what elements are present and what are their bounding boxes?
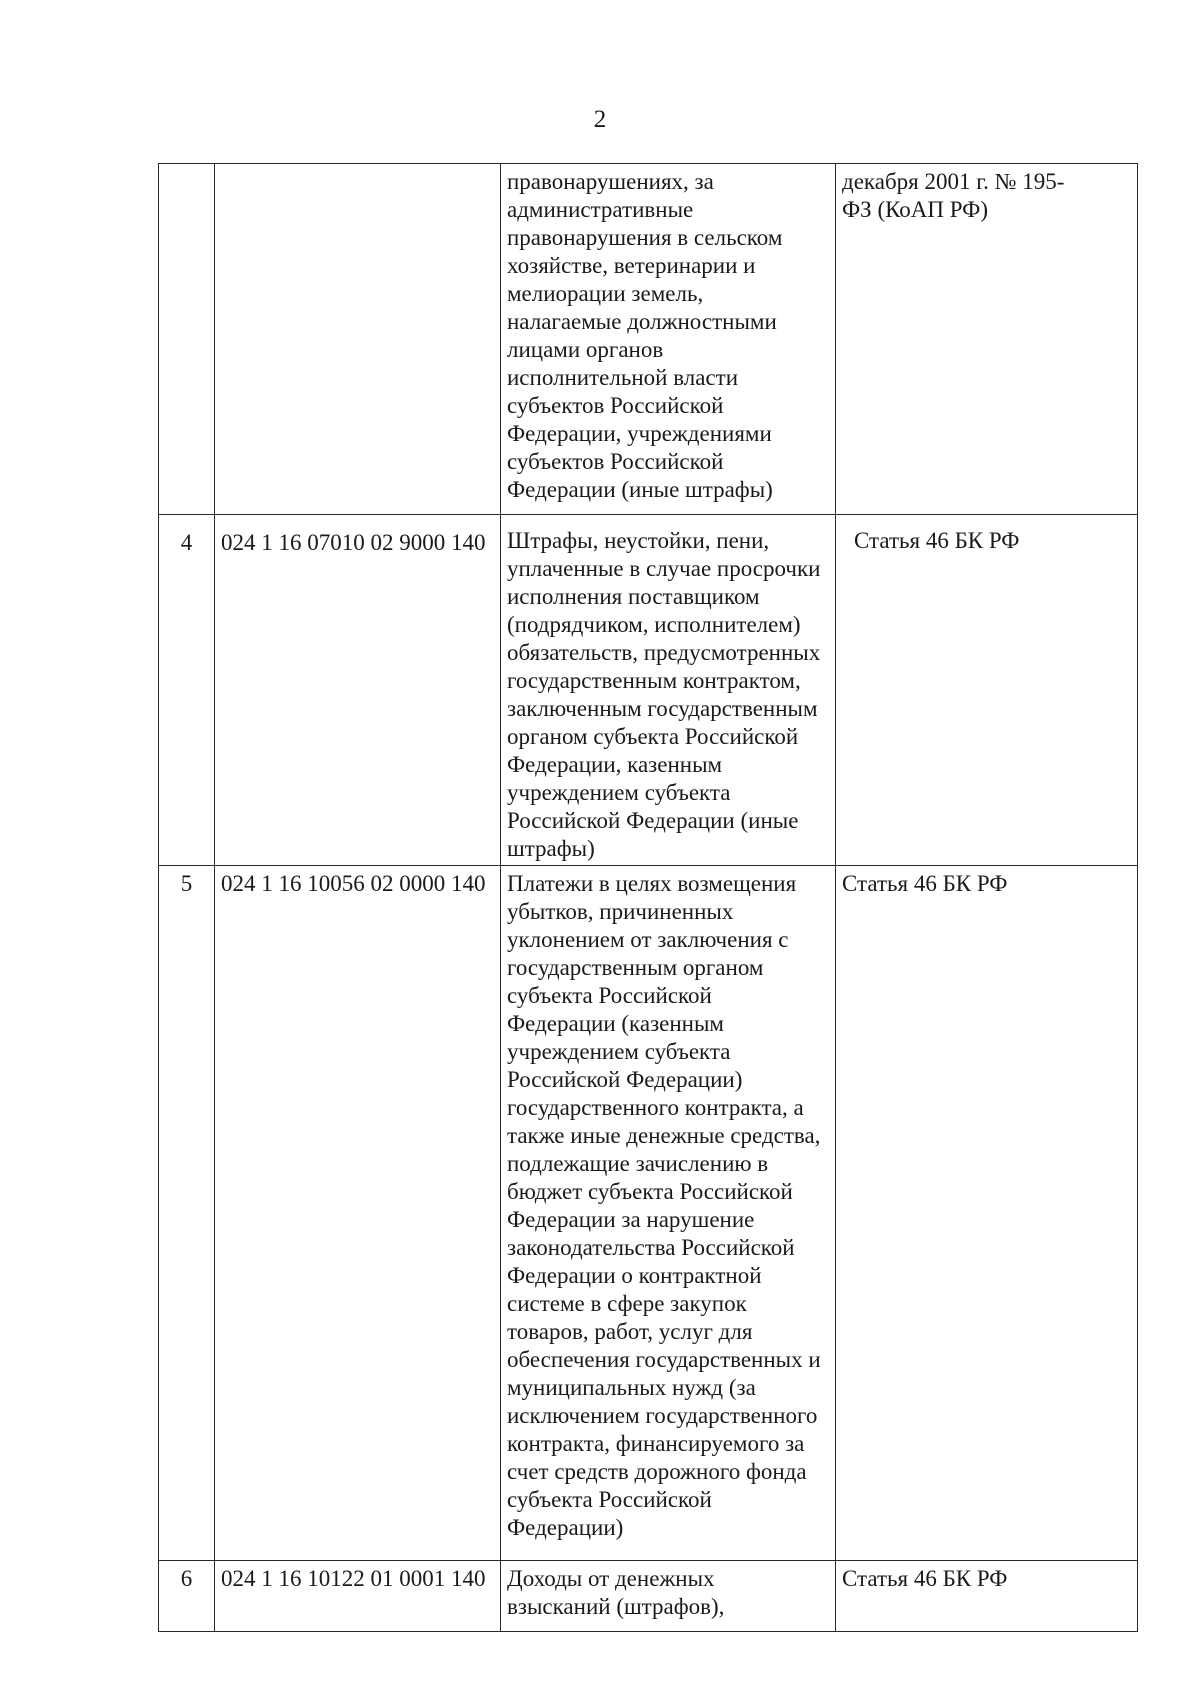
legal-reference-cell	[836, 866, 1138, 1561]
description-line: Федерации (иные штрафы)	[507, 477, 773, 502]
budget-code-cell: 024 1 16 07010 02 9000 140	[215, 515, 501, 866]
description-cell	[501, 164, 836, 515]
description-line: Российской Федерации (иные	[507, 808, 799, 833]
description-line: учреждением субъекта	[507, 1039, 731, 1064]
budget-codes-table	[158, 163, 1138, 1632]
description-line: заключенным государственным	[507, 696, 818, 721]
description-line: уплаченные в случае просрочки	[507, 556, 821, 581]
description-line: субъекта Российской	[507, 983, 712, 1008]
description-line: Российской Федерации)	[507, 1067, 743, 1092]
description-line: исполнения поставщиком	[507, 584, 760, 609]
row-number-cell: 5	[159, 866, 215, 1561]
table-row	[159, 866, 1138, 1561]
description-line: правонарушения в сельском	[507, 225, 783, 250]
legal-reference-cell	[836, 164, 1138, 515]
description-line: учреждением субъекта	[507, 780, 731, 805]
description-line: товаров, работ, услуг для	[507, 1319, 753, 1344]
description-line: Федерации, учреждениями	[507, 421, 772, 446]
description-line: государственным контрактом,	[507, 668, 801, 693]
budget-code-cell: 024 1 16 10122 01 0001 140	[215, 1561, 501, 1632]
description-line: органом субъекта Российской	[507, 724, 799, 749]
description-line: штрафы)	[507, 836, 595, 861]
legal-reference-cell	[836, 1561, 1138, 1632]
description-line: Федерации о контрактной	[507, 1263, 762, 1288]
description-line: муниципальных нужд (за	[507, 1375, 756, 1400]
description-line: государственным органом	[507, 955, 764, 980]
description-line: взысканий (штрафов),	[507, 1594, 725, 1619]
row-number-cell	[159, 164, 215, 515]
description-line: субъектов Российской	[507, 393, 724, 418]
description-line: Доходы от денежных	[507, 1566, 715, 1591]
row-number-cell: 4	[159, 515, 215, 866]
reference-line: декабря 2001 г. № 195-	[842, 169, 1065, 194]
reference-line: Статья 46 БК РФ	[842, 871, 1008, 896]
description-line: правонарушениях, за	[507, 169, 714, 194]
description-line: субъектов Российской	[507, 449, 724, 474]
description-line: уклонением от заключения с	[507, 927, 789, 952]
description-line: обеспечения государственных и	[507, 1347, 821, 1372]
description-line: мелиорации земель,	[507, 281, 704, 306]
description-line: счет средств дорожного фонда	[507, 1459, 807, 1484]
description-line: контракта, финансируемого за	[507, 1431, 805, 1456]
table-row	[159, 515, 1138, 866]
description-line: субъекта Российской	[507, 1487, 712, 1512]
description-line: подлежащие зачислению в	[507, 1151, 769, 1176]
description-line: законодательства Российской	[507, 1235, 795, 1260]
description-cell	[501, 1561, 836, 1632]
budget-code-cell: 024 1 16 10056 02 0000 140	[215, 866, 501, 1561]
description-line: налагаемые должностными	[507, 309, 777, 334]
budget-code-cell	[215, 164, 501, 515]
description-line: Федерации (казенным	[507, 1011, 724, 1036]
description-cell	[501, 866, 836, 1561]
description-line: бюджет субъекта Российской	[507, 1179, 793, 1204]
legal-reference-cell	[836, 515, 1138, 866]
row-number-cell: 6	[159, 1561, 215, 1632]
table-row	[159, 164, 1138, 515]
reference-line: Статья 46 БК РФ	[842, 1566, 1008, 1591]
description-line: Федерации)	[507, 1515, 624, 1540]
page-number: 2	[593, 106, 607, 133]
description-line: административные	[507, 197, 694, 222]
reference-line: ФЗ (КоАП РФ)	[842, 197, 988, 222]
description-line: исполнительной власти	[507, 365, 739, 390]
description-line: Платежи в целях возмещения	[507, 871, 797, 896]
description-cell	[501, 515, 836, 866]
description-line: (подрядчиком, исполнителем)	[507, 612, 801, 637]
description-line: лицами органов	[507, 337, 664, 362]
table-row	[159, 1561, 1138, 1632]
description-line: государственного контракта, а	[507, 1095, 804, 1120]
reference-line: Статья 46 БК РФ	[854, 528, 1020, 553]
description-line: системе в сфере закупок	[507, 1291, 747, 1316]
description-line: обязательств, предусмотренных	[507, 640, 821, 665]
description-line: исключением государственного	[507, 1403, 818, 1428]
description-line: также иные денежные средства,	[507, 1123, 821, 1148]
description-line: Штрафы, неустойки, пени,	[507, 528, 770, 553]
description-line: хозяйстве, ветеринарии и	[507, 253, 756, 278]
description-line: Федерации за нарушение	[507, 1207, 755, 1232]
description-line: убытков, причиненных	[507, 899, 734, 924]
description-line: Федерации, казенным	[507, 752, 723, 777]
